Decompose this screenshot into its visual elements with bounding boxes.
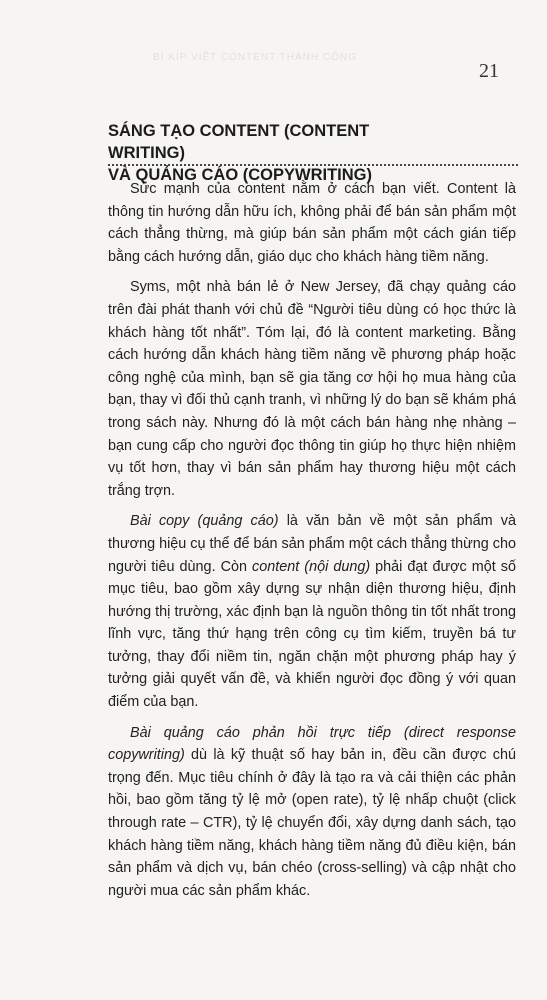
term-direct-response: Bài quảng cáo phản hồi trực tiếp (direct response copywriting)	[108, 724, 516, 764]
paragraph-4	[108, 722, 516, 903]
term-copy: Bài copy (quảng cáo)	[130, 513, 279, 530]
paragraph-3-text-1: là văn bản về một sản phẩm và thương hiệu cụ thể để bán sản phẩm một cách thẳng thừng cho người tiêu dùng. Còn	[108, 513, 516, 575]
term-content: content (nội dung)	[252, 558, 371, 575]
page-number: 21	[479, 60, 499, 82]
paragraph-2: Syms, một nhà bán lẻ ở New Jersey, đã chạy quảng cáo trên đài phát thanh với chủ đề “Người tiêu dùng có học thức là khách hàng tốt nhất”. Tóm lại, đó là content marketing. Bằng cách hướng dẫn khách hàng tiềm năng về phương pháp hoặc công nghệ của mình, bạn sẽ gia tăng cơ hội họ mua hàng của bạn, thay vì đối thủ cạnh tranh, vì những lý do bạn sẽ khám phá trong sách này. Nhưng đó là một cách bán hàng nhẹ nhàng – bạn cung cấp cho người đọc thông tin giúp họ thực hiện nhiệm vụ tốt hơn, thay vì bán sản phẩm hay thương hiệu một cách trắng trợn.	[108, 279, 516, 499]
title-dotted-rule	[108, 164, 518, 166]
paragraph-4-text: dù là kỹ thuật số hay bản in, đều cần được chú trọng đến. Mục tiêu chính ở đây là tạo ra và cải thiện các phản hồi, bao gồm tăng tỷ lệ mở (open rate), tỷ lệ nhấp chuột (click through rate – CTR), tỷ lệ chuyển đổi, xây dựng danh sách, tạo khách hàng tiềm năng, khách hàng tiềm năng đủ điều kiện, bán sản phẩm và dịch vụ, bán chéo (cross-selling) và cập nhật cho người mua các sản phẩm khác.	[108, 747, 516, 899]
paragraph-1: Sức mạnh của content nằm ở cách bạn viết. Content là thông tin hướng dẫn hữu ích, không phải để bán sản phẩm một cách thẳng thừng, mà giúp bán sản phẩm một cách gián tiếp bằng cách hướng dẫn, giáo dục cho khách hàng tiềm năng.	[108, 181, 516, 265]
section-title	[108, 120, 448, 186]
paragraph-3-text-2: phải đạt được một số mục tiêu, bao gồm xây dựng sự nhận diện thương hiệu, định hướng thị trường, xác định bạn là nguồn thông tin tốt nhất trong lĩnh vực, tăng thứ hạng trên công cụ tìm kiếm, truyền bá tư tưởng, thay đổi niềm tin, ngăn chặn một phương pháp hay ý tưởng giải quyết vấn đề, và khiến người đọc đồng ý với quan điểm của bạn.	[108, 558, 516, 711]
running-head: BÍ KÍP VIẾT CONTENT THÀNH CÔNG	[153, 52, 357, 63]
section-title-line-2: VÀ QUẢNG CÁO (COPYWRITING)	[108, 166, 372, 184]
section-title-line-1: SÁNG TẠO CONTENT (CONTENT WRITING)	[108, 122, 370, 162]
body-text	[108, 178, 516, 910]
paragraph-3	[108, 510, 516, 713]
